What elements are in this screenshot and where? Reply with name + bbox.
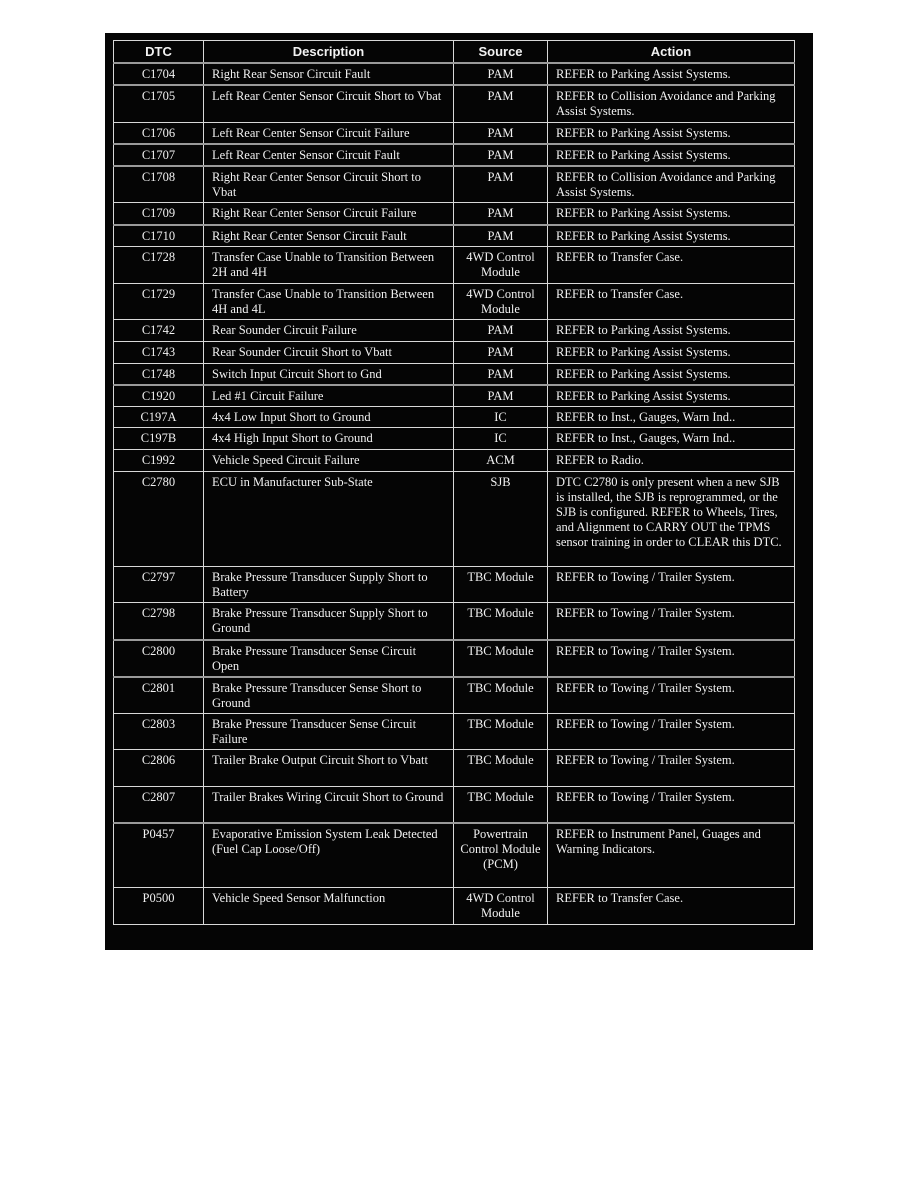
cell-description: Vehicle Speed Sensor Malfunction	[204, 888, 454, 925]
table-row	[114, 63, 795, 85]
cell-dtc: C1707	[114, 144, 204, 166]
cell-source: TBC Module	[454, 677, 548, 714]
cell-source: TBC Module	[454, 787, 548, 823]
table-row	[114, 677, 795, 714]
document-page	[105, 33, 813, 950]
cell-dtc: C1742	[114, 319, 204, 341]
cell-dtc: C2780	[114, 472, 204, 567]
cell-source: PAM	[454, 63, 548, 85]
cell-action: REFER to Transfer Case.	[548, 246, 795, 283]
table-row	[114, 472, 795, 567]
cell-source: Powertrain Control Module (PCM)	[454, 823, 548, 888]
cell-dtc: C2797	[114, 567, 204, 603]
cell-description: Vehicle Speed Circuit Failure	[204, 450, 454, 472]
table-row	[114, 122, 795, 144]
cell-action: REFER to Towing / Trailer System.	[548, 567, 795, 603]
table-row	[114, 283, 795, 319]
table-row	[114, 246, 795, 283]
cell-dtc: C2806	[114, 750, 204, 787]
cell-source: 4WD Control Module	[454, 246, 548, 283]
header-action: Action	[548, 41, 795, 64]
cell-source: TBC Module	[454, 603, 548, 640]
cell-description: Brake Pressure Transducer Supply Short to Battery	[204, 567, 454, 603]
cell-action: REFER to Transfer Case.	[548, 888, 795, 925]
cell-dtc: C1708	[114, 166, 204, 203]
table-row	[114, 823, 795, 888]
cell-description: Right Rear Center Sensor Circuit Short to Vbat	[204, 166, 454, 203]
header-dtc: DTC	[114, 41, 204, 64]
cell-source: PAM	[454, 385, 548, 407]
cell-dtc: C1748	[114, 363, 204, 385]
cell-action: REFER to Parking Assist Systems.	[548, 319, 795, 341]
table-row	[114, 203, 795, 225]
cell-source: TBC Module	[454, 714, 548, 750]
cell-action: REFER to Parking Assist Systems.	[548, 225, 795, 247]
cell-description: Trailer Brake Output Circuit Short to Vbatt	[204, 750, 454, 787]
cell-dtc: C1728	[114, 246, 204, 283]
cell-dtc: C1704	[114, 63, 204, 85]
table-body	[114, 63, 795, 925]
cell-source: IC	[454, 407, 548, 428]
cell-description: Evaporative Emission System Leak Detected (Fuel Cap Loose/Off)	[204, 823, 454, 888]
cell-source: TBC Module	[454, 750, 548, 787]
cell-action: REFER to Towing / Trailer System.	[548, 787, 795, 823]
cell-dtc: C1920	[114, 385, 204, 407]
cell-dtc: C1992	[114, 450, 204, 472]
cell-source: PAM	[454, 203, 548, 225]
cell-description: Led #1 Circuit Failure	[204, 385, 454, 407]
cell-dtc: C1709	[114, 203, 204, 225]
cell-dtc: C2798	[114, 603, 204, 640]
cell-dtc: C2803	[114, 714, 204, 750]
table-row	[114, 363, 795, 385]
cell-source: ACM	[454, 450, 548, 472]
cell-source: 4WD Control Module	[454, 283, 548, 319]
cell-dtc: C1729	[114, 283, 204, 319]
cell-source: PAM	[454, 85, 548, 122]
cell-description: Brake Pressure Transducer Sense Short to Ground	[204, 677, 454, 714]
cell-description: Switch Input Circuit Short to Gnd	[204, 363, 454, 385]
cell-description: Right Rear Sensor Circuit Fault	[204, 63, 454, 85]
table-row	[114, 407, 795, 428]
cell-action: REFER to Towing / Trailer System.	[548, 603, 795, 640]
cell-action: REFER to Inst., Gauges, Warn Ind..	[548, 428, 795, 450]
cell-source: TBC Module	[454, 640, 548, 677]
cell-description: Brake Pressure Transducer Sense Circuit Failure	[204, 714, 454, 750]
cell-action: REFER to Parking Assist Systems.	[548, 203, 795, 225]
cell-description: Left Rear Center Sensor Circuit Failure	[204, 122, 454, 144]
table-row	[114, 603, 795, 640]
cell-dtc: C197B	[114, 428, 204, 450]
cell-description: Left Rear Center Sensor Circuit Short to Vbat	[204, 85, 454, 122]
cell-source: 4WD Control Module	[454, 888, 548, 925]
cell-dtc: P0457	[114, 823, 204, 888]
cell-source: PAM	[454, 363, 548, 385]
table-row	[114, 640, 795, 677]
cell-source: PAM	[454, 225, 548, 247]
table-row	[114, 450, 795, 472]
cell-dtc: P0500	[114, 888, 204, 925]
table-row	[114, 225, 795, 247]
cell-description: Right Rear Center Sensor Circuit Fault	[204, 225, 454, 247]
cell-action: REFER to Parking Assist Systems.	[548, 385, 795, 407]
cell-description: ECU in Manufacturer Sub-State	[204, 472, 454, 567]
cell-dtc: C1706	[114, 122, 204, 144]
cell-source: PAM	[454, 144, 548, 166]
cell-action: REFER to Inst., Gauges, Warn Ind..	[548, 407, 795, 428]
cell-action: REFER to Parking Assist Systems.	[548, 341, 795, 363]
cell-dtc: C1710	[114, 225, 204, 247]
cell-action: REFER to Instrument Panel, Guages and Warning Indicators.	[548, 823, 795, 888]
header-source: Source	[454, 41, 548, 64]
cell-action: REFER to Towing / Trailer System.	[548, 750, 795, 787]
table-row	[114, 714, 795, 750]
cell-action: REFER to Parking Assist Systems.	[548, 122, 795, 144]
table-row	[114, 567, 795, 603]
cell-dtc: C2800	[114, 640, 204, 677]
cell-action: REFER to Transfer Case.	[548, 283, 795, 319]
dtc-table	[113, 40, 795, 925]
cell-description: Transfer Case Unable to Transition Between 4H and 4L	[204, 283, 454, 319]
cell-action: REFER to Parking Assist Systems.	[548, 63, 795, 85]
cell-description: 4x4 Low Input Short to Ground	[204, 407, 454, 428]
table-row	[114, 750, 795, 787]
cell-dtc: C2801	[114, 677, 204, 714]
cell-source: PAM	[454, 166, 548, 203]
cell-source: TBC Module	[454, 567, 548, 603]
table-header-row	[114, 41, 795, 64]
cell-description: 4x4 High Input Short to Ground	[204, 428, 454, 450]
cell-dtc: C1743	[114, 341, 204, 363]
table-row	[114, 787, 795, 823]
cell-source: PAM	[454, 122, 548, 144]
cell-source: PAM	[454, 341, 548, 363]
table-row	[114, 319, 795, 341]
cell-source: SJB	[454, 472, 548, 567]
cell-action: REFER to Collision Avoidance and Parking Assist Systems.	[548, 166, 795, 203]
cell-action: REFER to Radio.	[548, 450, 795, 472]
cell-action: REFER to Towing / Trailer System.	[548, 677, 795, 714]
cell-action: REFER to Parking Assist Systems.	[548, 363, 795, 385]
table-row	[114, 85, 795, 122]
cell-description: Transfer Case Unable to Transition Between 2H and 4H	[204, 246, 454, 283]
table-row	[114, 428, 795, 450]
cell-description: Brake Pressure Transducer Supply Short to Ground	[204, 603, 454, 640]
cell-dtc: C197A	[114, 407, 204, 428]
cell-dtc: C2807	[114, 787, 204, 823]
cell-action: REFER to Towing / Trailer System.	[548, 640, 795, 677]
cell-description: Rear Sounder Circuit Short to Vbatt	[204, 341, 454, 363]
cell-description: Brake Pressure Transducer Sense Circuit Open	[204, 640, 454, 677]
cell-description: Right Rear Center Sensor Circuit Failure	[204, 203, 454, 225]
cell-source: PAM	[454, 319, 548, 341]
header-description: Description	[204, 41, 454, 64]
table-row	[114, 888, 795, 925]
cell-action: REFER to Collision Avoidance and Parking Assist Systems.	[548, 85, 795, 122]
table-row	[114, 166, 795, 203]
cell-action: REFER to Parking Assist Systems.	[548, 144, 795, 166]
cell-action: REFER to Towing / Trailer System.	[548, 714, 795, 750]
cell-source: IC	[454, 428, 548, 450]
cell-dtc: C1705	[114, 85, 204, 122]
table-row	[114, 144, 795, 166]
cell-description: Trailer Brakes Wiring Circuit Short to Ground	[204, 787, 454, 823]
table-row	[114, 385, 795, 407]
table-row	[114, 341, 795, 363]
cell-description: Left Rear Center Sensor Circuit Fault	[204, 144, 454, 166]
cell-description: Rear Sounder Circuit Failure	[204, 319, 454, 341]
cell-action: DTC C2780 is only present when a new SJB is installed, the SJB is reprogrammed, or the SJB is configured. REFER to Wheels, Tires, and Alignment to CARRY OUT the TPMS sensor training in order to CLEAR this DTC.	[548, 472, 795, 567]
